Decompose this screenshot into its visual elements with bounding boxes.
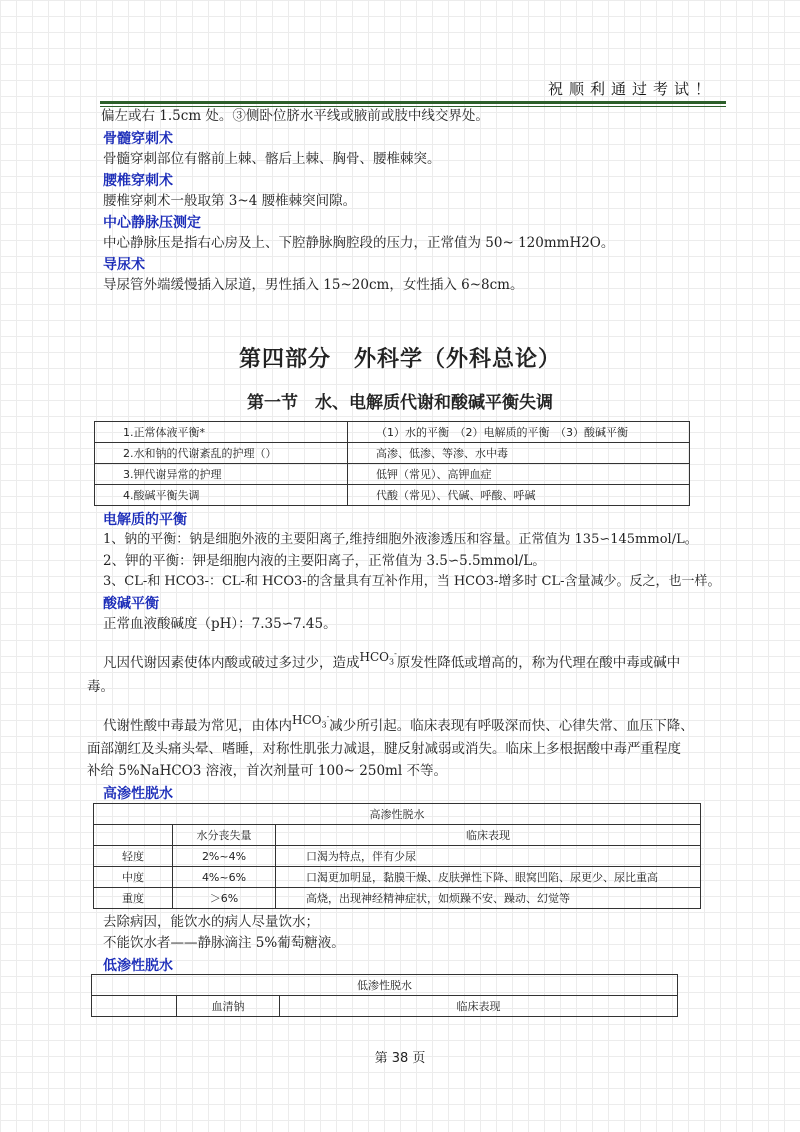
hypotonic-table bbox=[91, 974, 678, 1017]
table-header-cell: 水分丧失量 bbox=[173, 825, 276, 846]
heading-hypertonic: 高渗性脱水 bbox=[103, 786, 173, 802]
table-cell: 2%~4% bbox=[173, 846, 276, 867]
text-chloride: 3、CL-和 HCO3-：CL-和 HCO3-的含量具有互补作用，当 HCO3-增多时 CL-含量减少。反之，也一样。 bbox=[103, 574, 721, 589]
table-row bbox=[94, 804, 701, 825]
table-title-cell: 低渗性脱水 bbox=[92, 975, 678, 996]
paragraph-metabolic-acidosis bbox=[103, 713, 694, 741]
heading-catheter: 导尿术 bbox=[103, 257, 145, 273]
table-cell bbox=[92, 996, 177, 1017]
paragraph-part: 减少所引起。临床表现有呼吸深而快、心律失常、血压下降、 bbox=[329, 718, 694, 734]
table-cell: 1.正常体液平衡* bbox=[95, 422, 348, 443]
table-cell: 2.水和钠的代谢紊乱的护理（） bbox=[95, 443, 348, 464]
table-cell: 4%~6% bbox=[173, 867, 276, 888]
table-header-cell: 血清钠 bbox=[177, 996, 280, 1017]
chem-formula: $HCO_3^-$ bbox=[292, 712, 330, 730]
summary-table bbox=[94, 421, 690, 506]
continued-text: 偏左或右 1.5cm 处。③侧卧位脐水平线或腋前或肢中线交界处。 bbox=[101, 108, 489, 124]
table-cell: 高渗、低渗、等渗、水中毒 bbox=[348, 443, 690, 464]
table-row bbox=[94, 888, 701, 909]
paragraph-part: 凡因代谢因素使体内酸或破过多过少，造成 bbox=[103, 655, 360, 671]
paragraph-metabolic-end: 毒。 bbox=[87, 679, 114, 695]
text-treatment-2: 不能饮水者——静脉滴注 5%葡萄糖液。 bbox=[103, 935, 345, 951]
table-row bbox=[95, 443, 690, 464]
table-row bbox=[95, 422, 690, 443]
text-potassium: 2、钾的平衡：钾是细胞内液的主要阳离子，正常值为 3.5∽5.5mmol/L。 bbox=[103, 553, 546, 569]
part-title: 第四部分 外科学（外科总论） bbox=[238, 347, 561, 372]
table-cell: 口渴更加明显，黏膜干燥、皮肤弹性下降、眼窝凹陷、尿更少、尿比重高 bbox=[276, 867, 701, 888]
hypertonic-table bbox=[93, 803, 701, 909]
section-title: 第一节 水、电解质代谢和酸碱平衡失调 bbox=[247, 393, 553, 413]
heading-lumbar: 腰椎穿刺术 bbox=[103, 173, 173, 189]
page-number: 第 38 页 bbox=[374, 1051, 426, 1066]
table-header-cell: 临床表现 bbox=[276, 825, 701, 846]
heading-cvp: 中心静脉压测定 bbox=[103, 215, 201, 231]
text-ph: 正常血液酸碱度（pH）：7.35∽7.45。 bbox=[103, 616, 337, 632]
table-cell: 高烧，出现神经精神症状，如烦躁不安、躁动、幻觉等 bbox=[276, 888, 701, 909]
paragraph-part: 原发性降低或增高的，称为代理在酸中毒或碱中 bbox=[396, 655, 681, 671]
chem-formula: $HCO_3^-$ bbox=[359, 649, 397, 667]
table-cell: 重度 bbox=[94, 888, 173, 909]
table-cell: 4.酸碱平衡失调 bbox=[95, 485, 348, 506]
text-sodium: 1、钠的平衡：钠是细胞外液的主要阳离子,维持细胞外液渗透压和容量。正常值为 135∽145mmol/L。 bbox=[103, 532, 698, 547]
paragraph-metabolic bbox=[103, 650, 680, 678]
text-treatment-1: 去除病因，能饮水的病人尽量饮水； bbox=[103, 914, 319, 930]
table-title-cell: 高渗性脱水 bbox=[94, 804, 701, 825]
table-cell: 口渴为特点，伴有少尿 bbox=[276, 846, 701, 867]
table-row bbox=[92, 975, 678, 996]
table-cell: 低钾（常见）、高钾血症 bbox=[348, 464, 690, 485]
paragraph-line: 面部潮红及头痛头晕、嗜睡，对称性肌张力减退，腱反射减弱或消失。临床上多根据酸中毒严重程度 bbox=[87, 741, 681, 757]
header-slogan: 祝顺利通过考试！ bbox=[547, 80, 716, 98]
heading-bone-marrow: 骨髓穿刺术 bbox=[103, 131, 173, 147]
table-cell bbox=[94, 825, 173, 846]
paragraph-line: 补给 5%NaHCO3 溶液，首次剂量可 100~ 250ml 不等。 bbox=[87, 763, 447, 779]
table-cell: 中度 bbox=[94, 867, 173, 888]
paragraph-part: 代谢性酸中毒最为常见，由体内 bbox=[103, 718, 292, 734]
table-row bbox=[95, 464, 690, 485]
table-cell: 3.钾代谢异常的护理 bbox=[95, 464, 348, 485]
table-header-cell: 临床表现 bbox=[280, 996, 678, 1017]
table-row bbox=[94, 825, 701, 846]
heading-electrolyte: 电解质的平衡 bbox=[103, 512, 187, 528]
text-lumbar: 腰椎穿刺术一般取第 3~4 腰椎棘突间隙。 bbox=[103, 193, 357, 209]
table-cell: （1）水的平衡 （2）电解质的平衡 （3）酸碱平衡 bbox=[348, 422, 690, 443]
heading-hypotonic: 低渗性脱水 bbox=[103, 958, 173, 974]
table-cell: 代酸（常见）、代碱、呼酸、呼碱 bbox=[348, 485, 690, 506]
table-row bbox=[94, 846, 701, 867]
table-row bbox=[94, 867, 701, 888]
header-rule bbox=[100, 101, 726, 104]
table-cell: 轻度 bbox=[94, 846, 173, 867]
table-row bbox=[92, 996, 678, 1017]
heading-acid-base: 酸碱平衡 bbox=[103, 596, 159, 612]
text-bone-marrow: 骨髓穿刺部位有髂前上棘、髂后上棘、胸骨、腰椎棘突。 bbox=[103, 151, 441, 167]
text-cvp: 中心静脉压是指右心房及上、下腔静脉胸腔段的压力，正常值为 50~ 120mmH2O。 bbox=[103, 235, 615, 251]
table-row bbox=[95, 485, 690, 506]
text-catheter: 导尿管外端缓慢插入尿道，男性插入 15~20cm，女性插入 6~8cm。 bbox=[103, 277, 524, 293]
table-cell: ＞6% bbox=[173, 888, 276, 909]
